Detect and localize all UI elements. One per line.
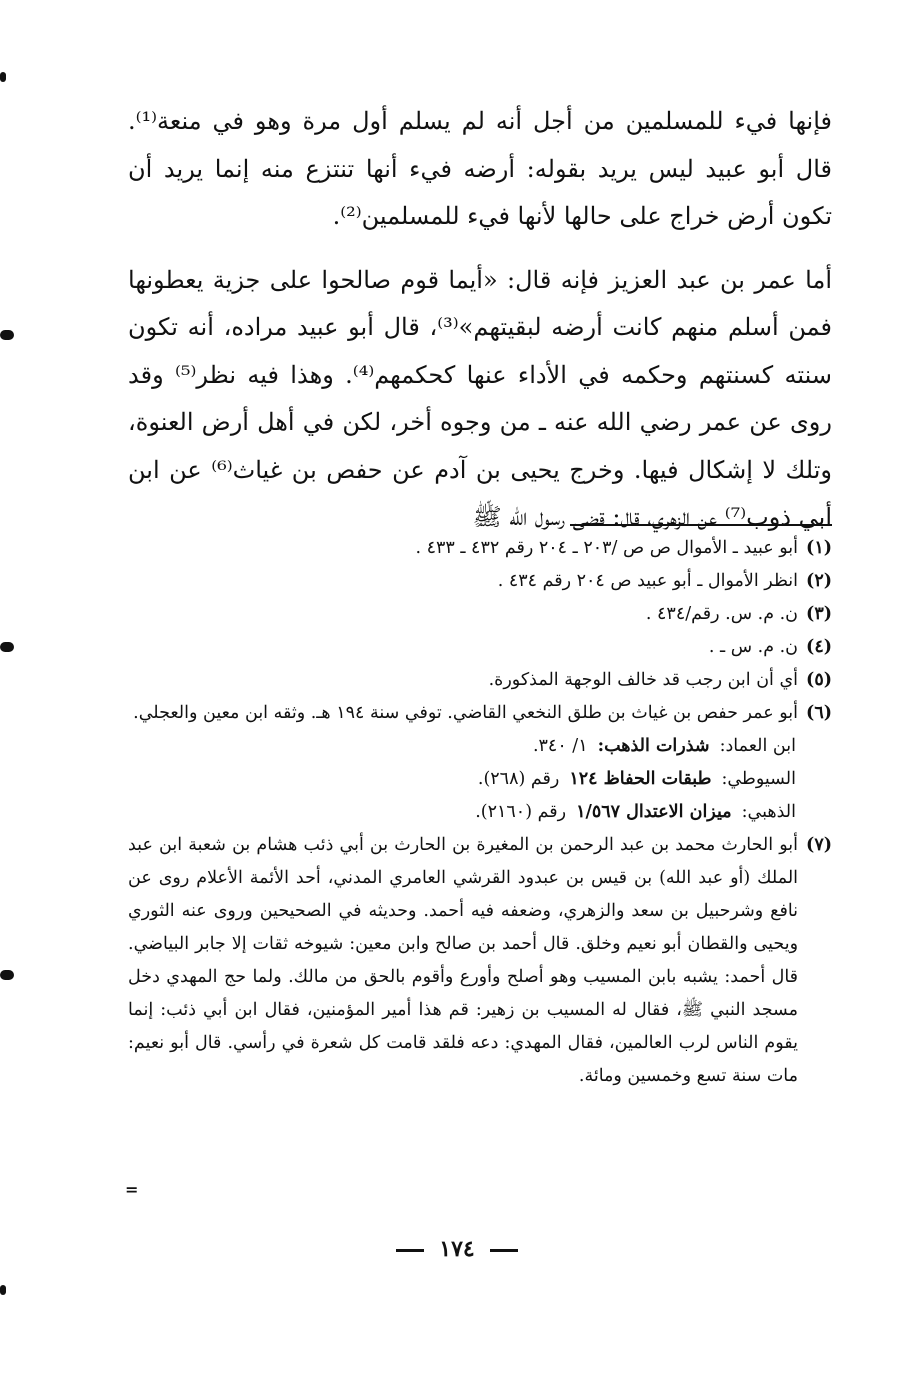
main-text (128, 98, 832, 542)
footnote (128, 664, 832, 697)
edge-mark (0, 642, 14, 652)
footnote-text: أبو الحارث محمد بن عبد الرحمن بن المغيرة بن الحارث بن أبي ذئب هشام بن شعبة ابن عبد الملك (أو عبد الله) بن قيس بن عبدود القرشي العامري المدني، أحد الأئمة الأعلام روى عن نافع وشرحبيل بن سعد والزهري، وضعفه فيه أحمد. وحديثه في الصحيحين وروى عنه الثوري ويحيى والقطان أبو نعيم وخلق. قال أحمد بن صالح وابن معين: شيوخه ثقات إلا جابر البياضي. قال أحمد: يشبه بابن المسيب وهو أصلح وأورع وأقوم بالحق من مالك. ولما حج المهدي دخل مسجد النبي ﷺ، فقال له المسيب بن زهير: قم هذا أمير المؤمنين، فقال ابن أبي ذئب: إنما يقوم الناس لرب العالمين، فقال المهدي: دعه فلقد قامت كل شعرة في رأسي. قال أبو نعيم: مات سنة تسع وخمسين ومائة. (128, 835, 799, 1086)
footnote-separator (570, 524, 832, 526)
footnote (128, 565, 832, 598)
source-line (128, 730, 832, 763)
paragraph: فإنها فيء للمسلمين من أجل أنه لم يسلم أول مرة وهو في منعة⁽¹⁾. قال أبو عبيد ليس يريد بقوله: أرضه فيء أنها تنتزع منه إنما يريد أن تكون أرض خراج على حالها لأنها فيء للمسلمين⁽²⁾. (128, 107, 832, 230)
source-ref: رقم (٢٦٨). (477, 769, 560, 789)
source-line (128, 796, 832, 829)
continuation-mark: = (125, 1180, 139, 1199)
footnote-text: أبو عمر حفص بن غياث بن طلق النخعي القاضي. توفي سنة ١٩٤ هـ. وثقه ابن معين والعجلي. (133, 703, 799, 723)
edge-mark (0, 72, 6, 82)
source-title: شذرات الذهب: (597, 736, 710, 756)
dash-left (490, 1249, 518, 1252)
dash-right (396, 1249, 424, 1252)
footnote (128, 598, 832, 631)
source-author: الذهبي: (741, 802, 796, 822)
footnote-number: (٢) (806, 571, 832, 591)
source-author: ابن العماد: (719, 736, 796, 756)
source-author: السيوطي: (721, 769, 796, 789)
footnote-text: ن. م. س. رقم/٤٣٤ . (645, 604, 799, 624)
footnote-text: ن. م. س ـ . (708, 637, 799, 657)
paragraph: أما عمر بن عبد العزيز فإنه قال: «أيما قوم صالحوا على جزية يعطونها فمن أسلم منهم كانت أرضه لبقيتهم»⁽³⁾، قال أبو عبيد مراده، أنه تكون سنته كسنتهم وحكمه في الأداء عنها كحكمهم⁽⁴⁾. وهذا فيه نظر⁽⁵⁾ وقد روى عن عمر رضي الله عنه ـ من وجوه أخر، لكن في أهل أرض العنوة، وتلك لا إشكال فيها. وخرج يحيى بن آدم عن حفص بن غياث⁽⁶⁾ عن ابن أبي ذوب⁽⁷⁾ عن الزهري، قال: قضى رسول الله ﷺ (128, 265, 833, 531)
edge-mark (0, 330, 14, 340)
footnote-number: (٥) (806, 670, 832, 690)
footnote-number: (٤) (806, 637, 832, 657)
page-number: ١٧٤ (439, 1236, 475, 1262)
source-ref: رقم (٢١٦٠). (475, 802, 567, 822)
footnote (128, 697, 832, 730)
footnote-number: (١) (806, 538, 832, 558)
source-title: طبقات الحفاظ ١٢٤ (569, 769, 712, 789)
footnote-text: انظر الأموال ـ أبو عبيد ص ٢٠٤ رقم ٤٣٤ . (497, 571, 799, 591)
footnote-number: (٣) (806, 604, 832, 624)
footnote-number: (٧) (806, 835, 832, 855)
edge-mark (0, 1285, 6, 1295)
footnote-number: (٦) (806, 703, 832, 723)
source-ref: ١/ ٣٤٠. (532, 736, 588, 756)
footnote (128, 829, 832, 1093)
page-number-line (0, 1236, 914, 1262)
footnote (128, 532, 832, 565)
footnote-text: أي أن ابن رجب قد خالف الوجهة المذكورة. (488, 670, 799, 690)
edge-mark (0, 970, 14, 980)
footnote-text: أبو عبيد ـ الأموال ص ص /٢٠٣ ـ ٢٠٤ رقم ٤٣٢ ـ ٤٣٣ . (415, 538, 799, 558)
footnote (128, 631, 832, 664)
source-title: ميزان الاعتدال ١/٥٦٧ (576, 802, 732, 822)
source-line (128, 763, 832, 796)
footnotes (128, 532, 832, 1093)
